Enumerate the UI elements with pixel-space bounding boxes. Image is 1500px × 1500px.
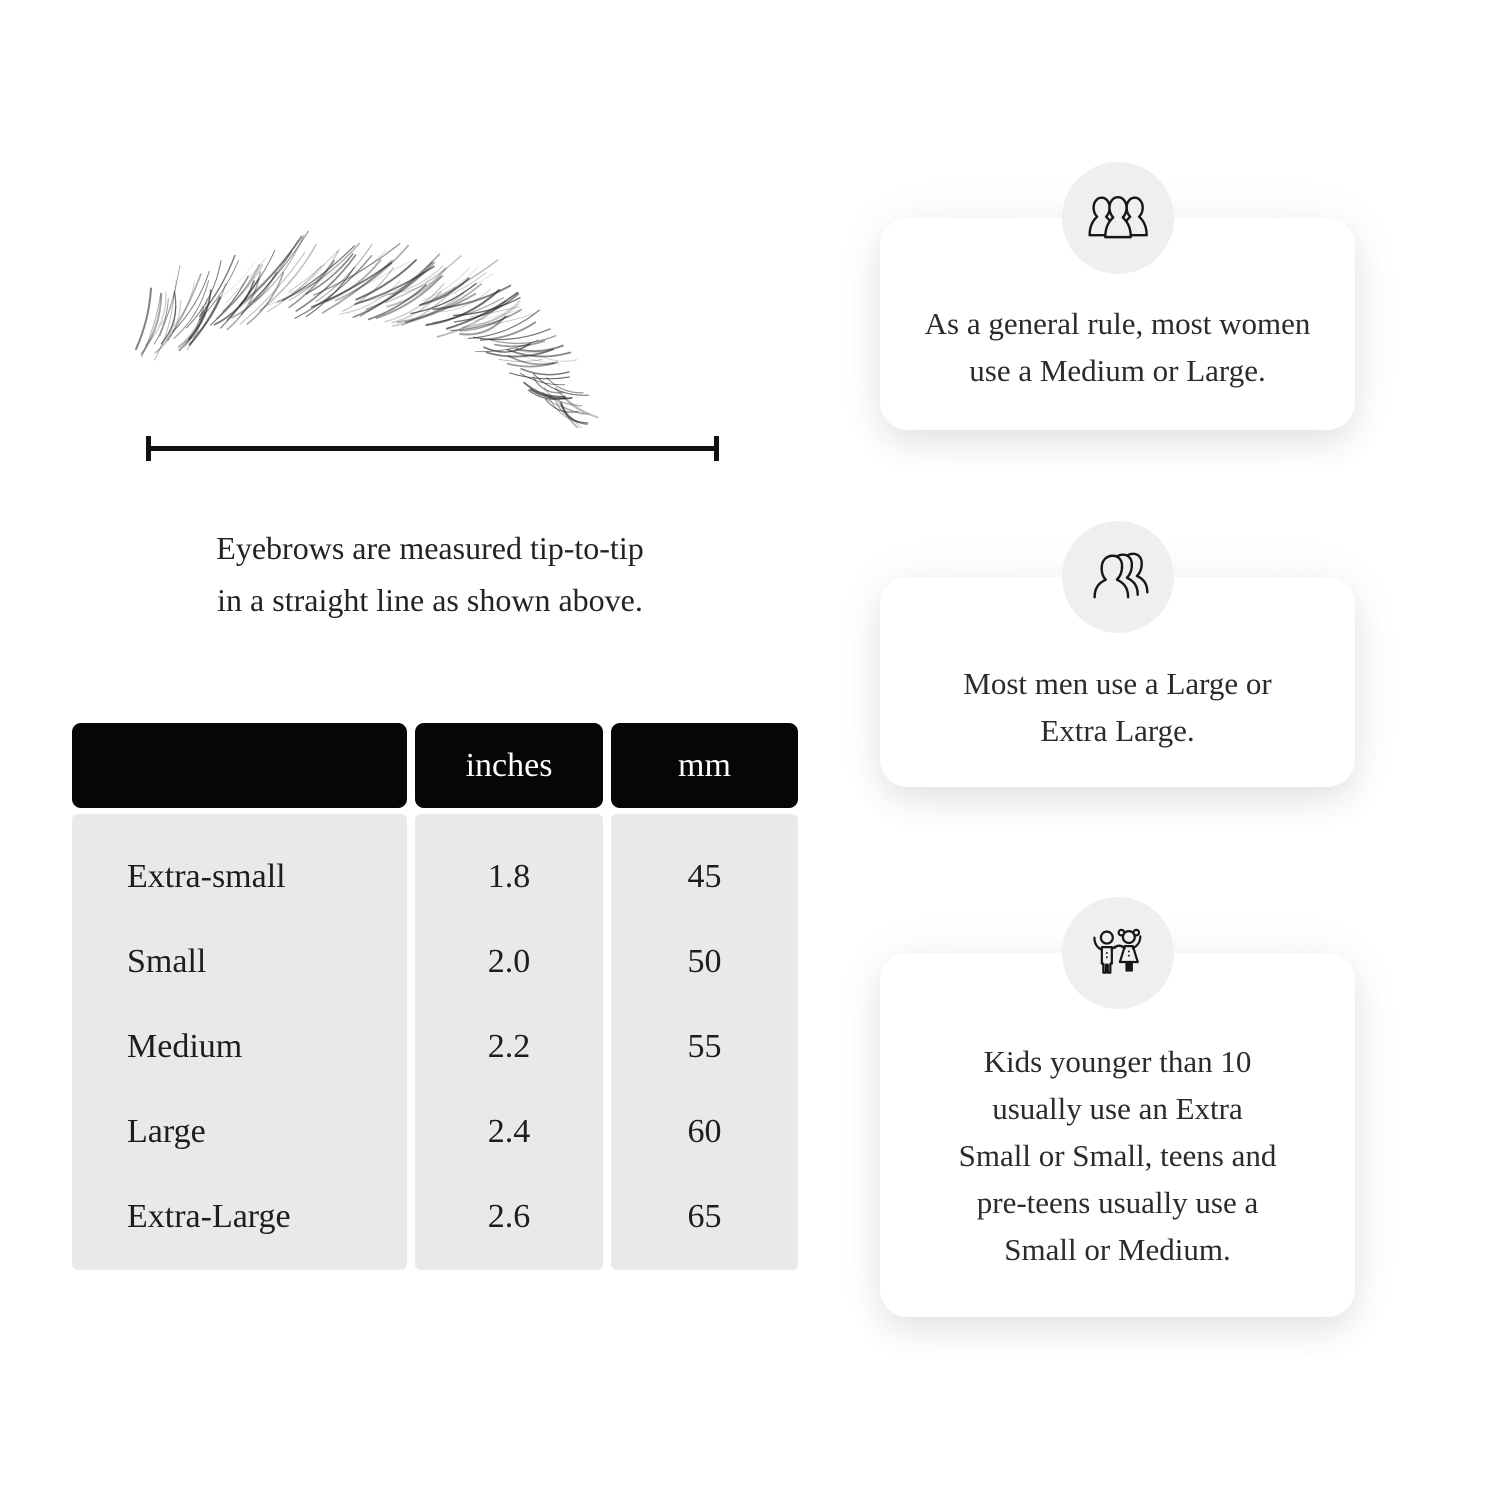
card-text-line: Kids younger than 10 [983, 1044, 1252, 1079]
table-row-label: Extra-Large [127, 1197, 291, 1235]
table-row-label: Small [127, 942, 207, 980]
card-kids-text [900, 1038, 1335, 1273]
table-row-inches: 2.0 [487, 942, 531, 980]
header-cell-size [72, 723, 407, 808]
card-text-line: As a general rule, most women [924, 306, 1311, 341]
card-text-line: Extra Large. [1040, 713, 1195, 748]
card-men-icon-badge [1062, 521, 1174, 633]
card-text-line: Most men use a Large or [963, 666, 1272, 701]
card-text-line: Small or Medium. [1004, 1232, 1231, 1267]
card-women-text [900, 300, 1335, 394]
measurement-bar [148, 446, 717, 451]
table-row-inches: 2.6 [487, 1197, 531, 1235]
table-row-mm: 65 [687, 1197, 722, 1235]
card-text-line: pre-teens usually use a [976, 1185, 1259, 1220]
measurement-line [146, 434, 719, 462]
caption-line-2: in a straight line as shown above. [217, 582, 643, 618]
card-text-line: usually use an Extra [992, 1091, 1243, 1126]
size-table-rows [72, 834, 798, 1259]
table-row-mm: 50 [687, 942, 722, 980]
caption-line-1: Eyebrows are measured tip-to-tip [216, 530, 644, 566]
table-row-mm: 55 [687, 1027, 722, 1065]
header-cell-mm: mm [611, 723, 798, 808]
card-text-line: use a Medium or Large. [969, 353, 1266, 388]
size-table-header [72, 723, 798, 808]
table-row-label: Extra-small [127, 857, 286, 895]
table-row-inches: 1.8 [487, 857, 531, 895]
table-row-inches: 2.4 [487, 1112, 531, 1150]
card-kids-icon-badge [1062, 897, 1174, 1009]
measurement-endcap-right [714, 436, 719, 461]
table-row-mm: 60 [687, 1112, 722, 1150]
card-men-text [900, 660, 1335, 754]
table-row-label: Large [127, 1112, 206, 1150]
men-group-icon [1084, 548, 1152, 606]
eyebrow-illustration [110, 228, 630, 428]
table-row-label: Medium [127, 1027, 243, 1065]
table-row-inches: 2.2 [487, 1027, 531, 1065]
kids-icon [1084, 924, 1152, 982]
women-group-icon [1084, 189, 1152, 247]
card-women-icon-badge [1062, 162, 1174, 274]
card-text-line: Small or Small, teens and [958, 1138, 1277, 1173]
header-cell-inches: inches [415, 723, 603, 808]
table-row-mm: 45 [687, 857, 722, 895]
measurement-caption [100, 522, 760, 626]
